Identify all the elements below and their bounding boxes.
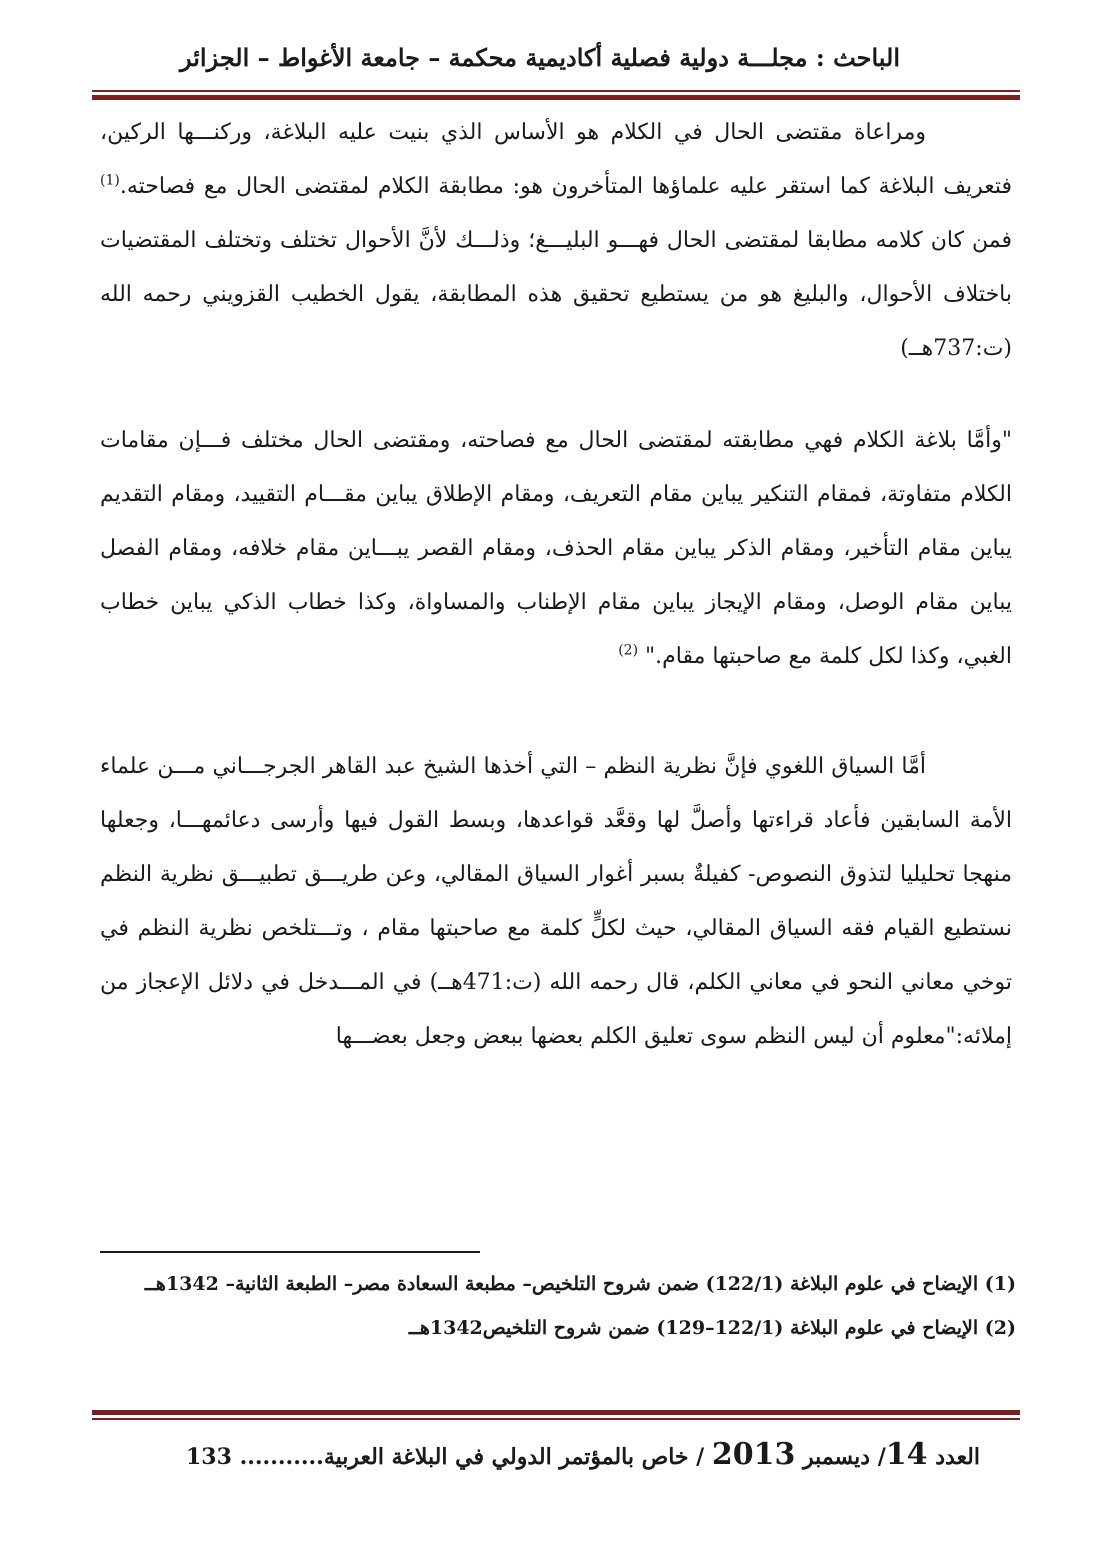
footnote-1: (1) الإيضاح في علوم البلاغة (122/1) ضمن شروح التلخيص– مطبعة السعادة مصر– الطبعة الثانية– 1342هــ bbox=[144, 1273, 1016, 1295]
footer-issue-number: 14 bbox=[885, 1437, 928, 1472]
footnote-separator bbox=[100, 1251, 480, 1253]
running-head: الباحث : مجلـــة دولية فصلية أكاديمية محكمة – جامعة الأغواط – الجزائر bbox=[179, 43, 901, 72]
footnote-2: (2) الإيضاح في علوم البلاغة (122/1–129) ضمن شروح التلخيص1342هــ bbox=[408, 1317, 1016, 1339]
header-rule-thin bbox=[92, 90, 1020, 92]
paragraph-1-text-a: ومراعاة مقتضى الحال في الكلام هو الأساس الذي بنيت عليه البلاغة، وركنـــها الركين، فتعريف البلاغة كما استقر عليه علماؤها المتأخرون هو: مطابقة الكلام لمقتضى الحال مع فصاحته. bbox=[100, 120, 1012, 199]
footer-rule-thin bbox=[92, 1418, 1020, 1420]
paragraph-2-text: "وأمَّا بلاغة الكلام فهي مطابقته لمقتضى الحال مع فصاحته، ومقتضى الحال مختلف فـــإن مقامات الكلام متفاوتة، فمقام التنكير يباين مقام التعريف، ومقام الإطلاق يباين مقـــام التقييد، ومقام التقديم يباين مقام التأخير، ومقام الذكر يباين مقام الحذف، ومقام القصر يبـــاين مقام خلافه، ومقام الفصل يباين مقام الوصل، ومقام الإيجاز يباين مقام الإطناب والمساواة، وكذا خطاب الذكي يباين خطاب الغبي، وكذا لكل كلمة مع صاحبتها مقام." bbox=[100, 428, 1012, 669]
footnote-ref-2[interactable]: (2) bbox=[618, 642, 639, 659]
footer-rule-thick bbox=[92, 1410, 1020, 1415]
page-number: 133 bbox=[185, 1444, 232, 1470]
page-footer bbox=[100, 1430, 980, 1482]
footnotes bbox=[100, 1262, 1016, 1350]
footnote-ref-1[interactable]: (1) bbox=[100, 172, 120, 189]
footer-month: / ديسمبر bbox=[803, 1444, 886, 1470]
paragraph-1-text-b: فمن كان كلامه مطابقا لمقتضى الحال فهـــو البليـــغ؛ وذلـــك لأنَّ الأحوال تختلف وتختلف المقتضيات باختلاف الأحوال، والبليغ هو من يستطيع تحقيق هذه المطابقة، يقول الخطيب القزويني رحمه الله (ت:737هــ) bbox=[100, 228, 1012, 361]
paragraph-3-text: أمَّا السياق اللغوي فإنَّ نظرية النظم – التي أخذها الشيخ عبد القاهر الجرجـــاني مـــن علماء الأمة السابقين فأعاد قراءتها وأصلَّ لها وقعَّد قواعدها، وبسط القول فيها وأرسى دعائمهـــا، وجعلها منهجا تحليليا لتذوق النصوص- كفيلةٌ بسبر أغوار السياق المقالي، وعن طريـــق تطبيـــق نظرية النظم نستطيع القيام فقه السياق المقالي، حيث لكلٍّ كلمة مع صاحبتها مقام ، وتـــتلخص نظرية النظم في توخي معاني النحو في معاني الكلم، قال رحمه الله (ت:471هــ) في المـــدخل في دلائل الإعجاز من إملائه:"معلوم أن ليس النظم سوى تعليق الكلم بعضها ببعض وجعل بعضـــها bbox=[100, 754, 1013, 1049]
paragraph-2-quote bbox=[100, 414, 1012, 684]
header-rule-thick bbox=[92, 95, 1020, 100]
footer-year: 2013 bbox=[711, 1437, 796, 1472]
footer-description: / خاص بالمؤتمر الدولي في البلاغة العربية........... bbox=[239, 1444, 705, 1470]
footer-issue-label: العدد bbox=[935, 1444, 980, 1470]
paragraph-1 bbox=[100, 106, 1012, 376]
paragraph-3 bbox=[100, 740, 1012, 1064]
